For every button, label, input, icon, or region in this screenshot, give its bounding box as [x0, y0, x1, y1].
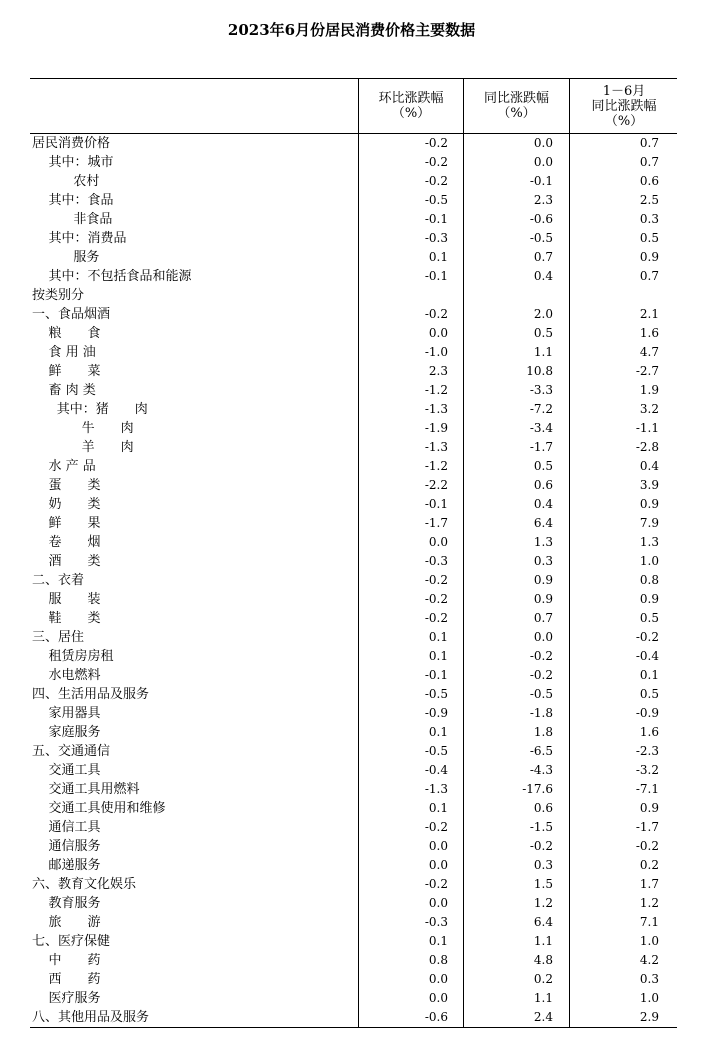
row-mom-value: -0.5 [424, 687, 448, 701]
row-ytd-value: 0.6 [639, 174, 659, 188]
table-row [30, 932, 677, 951]
row-label: 粮 食 [32, 326, 101, 341]
row-yoy-value: 0.9 [533, 592, 553, 606]
row-yoy-value: -7.2 [529, 402, 553, 416]
row-label: 酒 类 [32, 554, 101, 569]
header-mom-line2: （%） [391, 106, 431, 121]
row-yoy-value: -17.6 [522, 782, 553, 796]
header-mom [358, 79, 463, 133]
row-label: 农村 [32, 174, 100, 189]
row-yoy-value: -0.5 [529, 687, 553, 701]
row-mom-value: -0.5 [424, 193, 448, 207]
row-ytd-value: 0.7 [639, 269, 659, 283]
table-row [30, 438, 677, 457]
row-label: 蛋 类 [32, 478, 101, 493]
row-ytd-value: -2.3 [635, 744, 659, 758]
row-mom-value: -0.2 [424, 611, 448, 625]
row-ytd-value: 0.8 [639, 573, 659, 587]
row-yoy-value: 1.5 [533, 877, 553, 891]
row-yoy-value: 0.0 [533, 155, 553, 169]
row-ytd-value: 0.9 [639, 592, 659, 606]
row-label: 通信工具 [32, 820, 101, 835]
row-label: 畜 肉 类 [32, 383, 96, 398]
row-mom-value: -0.2 [424, 307, 448, 321]
row-ytd-value: 0.5 [639, 611, 659, 625]
row-label: 通信服务 [32, 839, 101, 854]
row-yoy-value: -1.5 [529, 820, 553, 834]
row-ytd-value: 1.2 [639, 896, 659, 910]
header-yoy-line1: 同比涨跌幅 [483, 91, 549, 106]
row-label: 水电燃料 [32, 668, 101, 683]
row-mom-value: -0.1 [424, 668, 448, 682]
row-mom-value: 0.1 [428, 630, 448, 644]
table-row [30, 837, 677, 856]
row-label: 卷 烟 [32, 535, 101, 550]
row-yoy-value: 6.4 [533, 516, 553, 530]
row-ytd-value: 0.5 [639, 231, 659, 245]
row-label: 八、其他用品及服务 [32, 1010, 150, 1025]
row-ytd-value: 0.4 [639, 459, 659, 473]
row-yoy-value: 2.4 [533, 1010, 553, 1024]
page-title: 2023年6月份居民消费价格主要数据 [227, 21, 476, 39]
table-row [30, 666, 677, 685]
table-row [30, 248, 677, 267]
row-ytd-value: -1.7 [635, 820, 659, 834]
table-row [30, 894, 677, 913]
row-ytd-value: 1.6 [639, 725, 659, 739]
table-row [30, 533, 677, 552]
row-yoy-value: 0.0 [533, 630, 553, 644]
table-row [30, 685, 677, 704]
row-mom-value: 2.3 [428, 364, 448, 378]
table-row [30, 552, 677, 571]
row-label: 一、食品烟酒 [32, 307, 111, 322]
row-label: 按类别分 [32, 288, 85, 303]
row-mom-value: -1.2 [424, 383, 448, 397]
table-row [30, 951, 677, 970]
row-yoy-value: -4.3 [529, 763, 553, 777]
row-label: 其中：猪 肉 [32, 402, 148, 417]
row-ytd-value: 1.0 [639, 554, 659, 568]
table-row [30, 381, 677, 400]
row-mom-value: -0.2 [424, 174, 448, 188]
row-label: 服务 [32, 250, 100, 265]
row-label: 鲜 果 [32, 516, 101, 531]
row-label: 旅 游 [32, 915, 101, 930]
row-label: 租赁房房租 [32, 649, 114, 664]
row-ytd-value: 0.3 [639, 212, 659, 226]
row-yoy-value: -0.2 [529, 668, 553, 682]
cpi-table [30, 78, 677, 1028]
row-ytd-value: -2.7 [635, 364, 659, 378]
row-ytd-value: 0.1 [639, 668, 659, 682]
row-ytd-value: -7.1 [635, 782, 659, 796]
row-mom-value: 0.0 [428, 839, 448, 853]
row-yoy-value: 2.0 [533, 307, 553, 321]
row-ytd-value: 0.3 [639, 972, 659, 986]
row-mom-value: -0.2 [424, 136, 448, 150]
header-ytd [569, 79, 678, 133]
row-label: 西 药 [32, 972, 101, 987]
row-mom-value: 0.1 [428, 250, 448, 264]
row-label: 牛 肉 [32, 421, 134, 436]
row-mom-value: -0.9 [424, 706, 448, 720]
row-yoy-value: -0.2 [529, 649, 553, 663]
table-row [30, 267, 677, 286]
row-label: 六、教育文化娱乐 [32, 877, 137, 892]
row-ytd-value: -0.2 [635, 839, 659, 853]
row-ytd-value: 0.2 [639, 858, 659, 872]
row-label: 水 产 品 [32, 459, 96, 474]
row-label: 羊 肉 [32, 440, 134, 455]
row-ytd-value: -0.2 [635, 630, 659, 644]
row-yoy-value: 1.3 [533, 535, 553, 549]
table-row [30, 628, 677, 647]
row-label: 四、生活用品及服务 [32, 687, 150, 702]
row-label: 服 装 [32, 592, 101, 607]
table-row [30, 818, 677, 837]
row-label: 其中：城市 [32, 155, 114, 170]
row-mom-value: 0.0 [428, 972, 448, 986]
row-yoy-value: 2.3 [533, 193, 553, 207]
row-mom-value: -0.2 [424, 877, 448, 891]
table-header [30, 79, 677, 134]
row-label: 二、衣着 [32, 573, 85, 588]
table-row [30, 875, 677, 894]
row-mom-value: -1.3 [424, 440, 448, 454]
row-label: 其中：不包括食品和能源 [32, 269, 192, 284]
table-row [30, 989, 677, 1008]
table-body [30, 134, 677, 1027]
table-row [30, 153, 677, 172]
row-mom-value: -0.5 [424, 744, 448, 758]
row-ytd-value: -2.8 [635, 440, 659, 454]
table-row [30, 457, 677, 476]
row-yoy-value: 0.2 [533, 972, 553, 986]
row-ytd-value: -0.4 [635, 649, 659, 663]
row-ytd-value: 1.7 [639, 877, 659, 891]
row-ytd-value: 2.1 [639, 307, 659, 321]
row-ytd-value: 0.9 [639, 250, 659, 264]
row-ytd-value: 7.9 [639, 516, 659, 530]
row-ytd-value: 3.2 [639, 402, 659, 416]
row-label: 家庭服务 [32, 725, 101, 740]
row-ytd-value: 2.9 [639, 1010, 659, 1024]
header-ytd-line2: 同比涨跌幅 [591, 98, 657, 114]
table-row [30, 970, 677, 989]
table-row [30, 571, 677, 590]
row-ytd-value: 1.0 [639, 991, 659, 1005]
table-row [30, 856, 677, 875]
row-label: 交通工具 [32, 763, 101, 778]
row-mom-value: -0.3 [424, 915, 448, 929]
row-yoy-value: 0.7 [533, 611, 553, 625]
row-mom-value: -0.2 [424, 573, 448, 587]
row-label: 鲜 菜 [32, 364, 101, 379]
table-row [30, 609, 677, 628]
table-row [30, 704, 677, 723]
row-mom-value: 0.0 [428, 326, 448, 340]
row-label: 三、居住 [32, 630, 85, 645]
row-yoy-value: 0.5 [533, 326, 553, 340]
table-row [30, 1008, 677, 1027]
row-mom-value: 0.0 [428, 535, 448, 549]
table-row [30, 172, 677, 191]
row-yoy-value: 0.6 [533, 801, 553, 815]
row-yoy-value: 0.0 [533, 136, 553, 150]
row-yoy-value: -0.6 [529, 212, 553, 226]
row-mom-value: 0.0 [428, 896, 448, 910]
row-yoy-value: -0.5 [529, 231, 553, 245]
row-label: 七、医疗保健 [32, 934, 111, 949]
row-mom-value: -2.2 [424, 478, 448, 492]
row-mom-value: -1.9 [424, 421, 448, 435]
table-row [30, 742, 677, 761]
table-row [30, 343, 677, 362]
table-row [30, 229, 677, 248]
table-row [30, 761, 677, 780]
row-mom-value: 0.8 [428, 953, 448, 967]
row-mom-value: -0.1 [424, 497, 448, 511]
row-ytd-value: 7.1 [639, 915, 659, 929]
row-mom-value: -0.2 [424, 592, 448, 606]
row-yoy-value: -1.7 [529, 440, 553, 454]
row-mom-value: 0.0 [428, 858, 448, 872]
row-ytd-value: 0.9 [639, 497, 659, 511]
table-row [30, 647, 677, 666]
table-row [30, 134, 677, 153]
row-yoy-value: 6.4 [533, 915, 553, 929]
row-yoy-value: 10.8 [526, 364, 553, 378]
row-yoy-value: -6.5 [529, 744, 553, 758]
row-yoy-value: 0.4 [533, 269, 553, 283]
row-ytd-value: 0.9 [639, 801, 659, 815]
row-label: 其中：消费品 [32, 231, 127, 246]
row-ytd-value: -0.9 [635, 706, 659, 720]
row-yoy-value: 0.6 [533, 478, 553, 492]
table-row [30, 799, 677, 818]
row-ytd-value: 4.2 [639, 953, 659, 967]
table-row [30, 210, 677, 229]
table-row [30, 495, 677, 514]
row-label: 中 药 [32, 953, 101, 968]
row-yoy-value: 0.3 [533, 858, 553, 872]
row-ytd-value: -1.1 [635, 421, 659, 435]
row-ytd-value: 1.3 [639, 535, 659, 549]
row-label: 交通工具使用和维修 [32, 801, 166, 816]
table-row [30, 362, 677, 381]
row-yoy-value: 1.2 [533, 896, 553, 910]
table-row [30, 324, 677, 343]
row-ytd-value: 1.9 [639, 383, 659, 397]
row-label: 居民消费价格 [32, 136, 111, 151]
header-yoy-line2: （%） [497, 106, 536, 121]
row-ytd-value: 3.9 [639, 478, 659, 492]
row-mom-value: -0.3 [424, 231, 448, 245]
header-ytd-line3: （%） [604, 113, 644, 129]
table-row [30, 780, 677, 799]
row-ytd-value: 2.5 [639, 193, 659, 207]
row-yoy-value: -1.8 [529, 706, 553, 720]
row-mom-value: -1.7 [424, 516, 448, 530]
row-label: 邮递服务 [32, 858, 101, 873]
row-mom-value: 0.1 [428, 801, 448, 815]
row-mom-value: -0.4 [424, 763, 448, 777]
table-row [30, 400, 677, 419]
header-yoy [463, 79, 569, 133]
row-ytd-value: 1.0 [639, 934, 659, 948]
row-yoy-value: 0.4 [533, 497, 553, 511]
row-ytd-value: 1.6 [639, 326, 659, 340]
row-label: 鞋 类 [32, 611, 101, 626]
row-label: 家用器具 [32, 706, 101, 721]
row-ytd-value: -3.2 [635, 763, 659, 777]
row-yoy-value: 0.5 [533, 459, 553, 473]
row-mom-value: 0.1 [428, 934, 448, 948]
table-row [30, 286, 677, 305]
header-mom-line1: 环比涨跌幅 [378, 91, 444, 106]
row-yoy-value: 1.1 [533, 934, 553, 948]
table-row [30, 305, 677, 324]
row-ytd-value: 0.7 [639, 155, 659, 169]
row-mom-value: 0.1 [428, 725, 448, 739]
row-yoy-value: -0.2 [529, 839, 553, 853]
row-mom-value: -1.2 [424, 459, 448, 473]
row-yoy-value: 4.8 [533, 953, 553, 967]
row-mom-value: -0.2 [424, 155, 448, 169]
row-yoy-value: 1.1 [533, 991, 553, 1005]
row-mom-value: -0.1 [424, 212, 448, 226]
row-mom-value: -1.0 [424, 345, 448, 359]
row-yoy-value: -3.3 [529, 383, 553, 397]
table-row [30, 191, 677, 210]
row-label: 五、交通通信 [32, 744, 111, 759]
row-label: 非食品 [32, 212, 113, 227]
row-mom-value: -0.1 [424, 269, 448, 283]
row-yoy-value: 1.8 [533, 725, 553, 739]
row-yoy-value: 0.7 [533, 250, 553, 264]
row-mom-value: -0.3 [424, 554, 448, 568]
row-label: 交通工具用燃料 [32, 782, 140, 797]
row-label: 教育服务 [32, 896, 101, 911]
row-mom-value: -1.3 [424, 782, 448, 796]
row-mom-value: 0.0 [428, 991, 448, 1005]
table-row [30, 913, 677, 932]
row-mom-value: -0.6 [424, 1010, 448, 1024]
row-yoy-value: 0.9 [533, 573, 553, 587]
row-yoy-value: -3.4 [529, 421, 553, 435]
row-ytd-value: 4.7 [639, 345, 659, 359]
row-mom-value: -0.2 [424, 820, 448, 834]
row-label: 医疗服务 [32, 991, 101, 1006]
table-row [30, 476, 677, 495]
row-mom-value: -1.3 [424, 402, 448, 416]
table-row [30, 514, 677, 533]
row-yoy-value: 1.1 [533, 345, 553, 359]
header-ytd-line1: 1－6月 [602, 83, 646, 99]
table-row [30, 723, 677, 742]
table-row [30, 590, 677, 609]
row-label: 食 用 油 [32, 345, 96, 360]
row-ytd-value: 0.7 [639, 136, 659, 150]
row-yoy-value: -0.1 [529, 174, 553, 188]
row-ytd-value: 0.5 [639, 687, 659, 701]
row-label: 奶 类 [32, 497, 101, 512]
row-yoy-value: 0.3 [533, 554, 553, 568]
table-row [30, 419, 677, 438]
row-label: 其中：食品 [32, 193, 114, 208]
row-mom-value: 0.1 [428, 649, 448, 663]
